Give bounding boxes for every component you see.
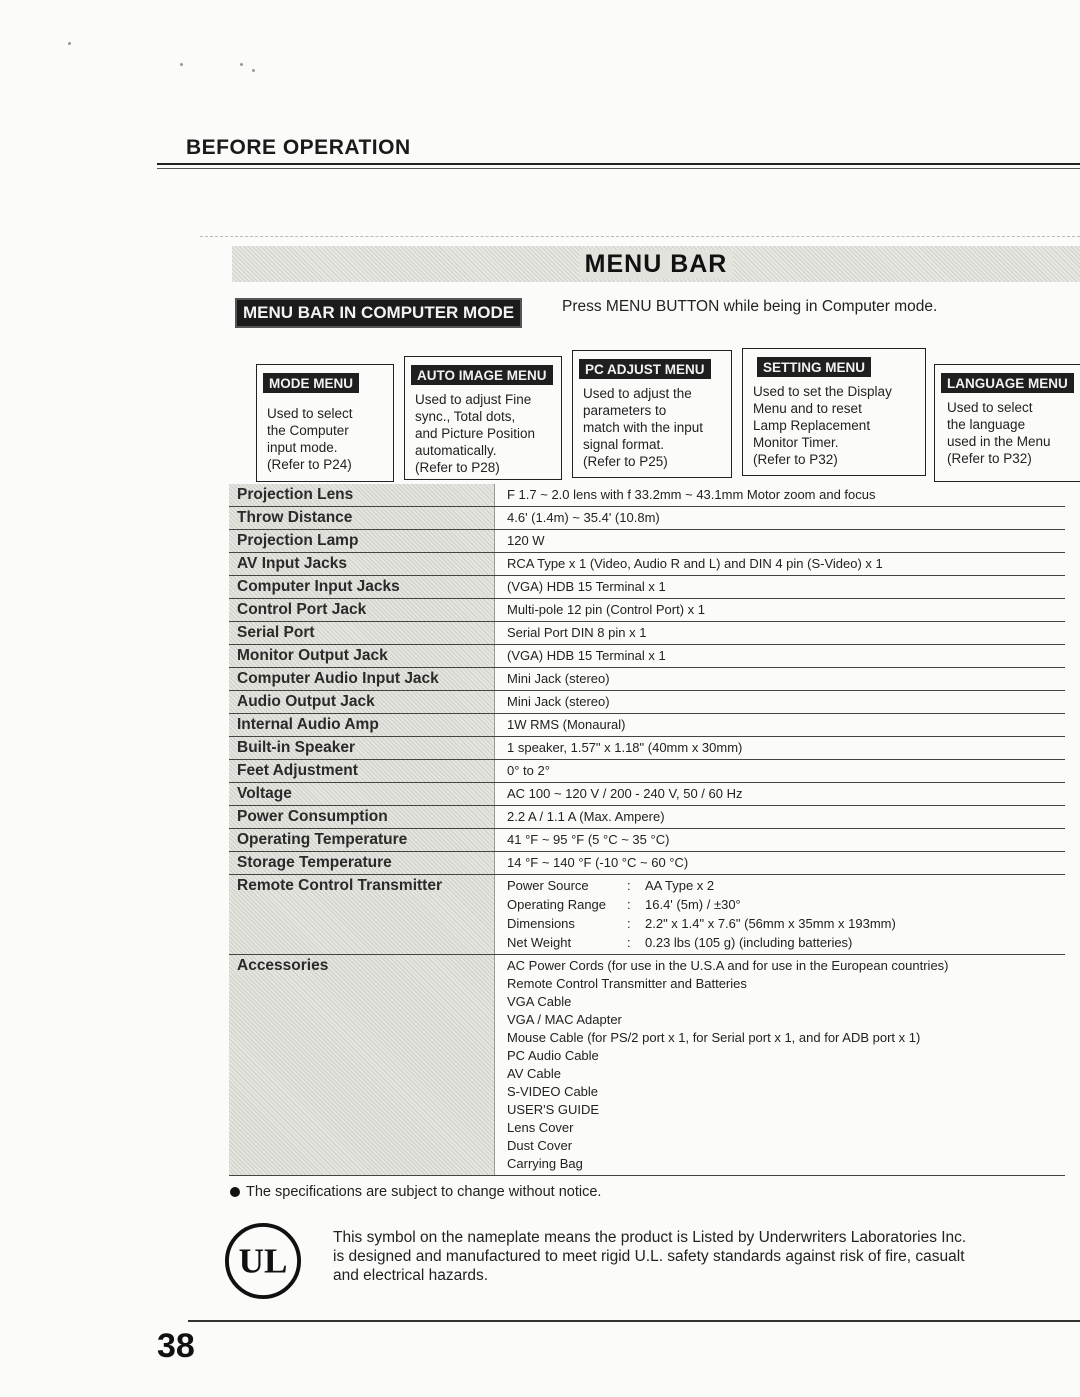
spec-value-line: 2.2 A / 1.1 A (Max. Ampere) — [507, 809, 665, 824]
language-menu-tag: LANGUAGE MENU — [941, 373, 1074, 393]
spec-value — [495, 737, 1065, 759]
ul-logo — [224, 1222, 302, 1300]
accessory-item: AV Cable — [507, 1066, 561, 1081]
table-row — [229, 668, 1065, 691]
remote-spec-value: 2.2" x 1.4" x 7.6" (56mm x 35mm x 193mm) — [645, 916, 896, 931]
spec-label: Power Consumption — [229, 806, 495, 828]
spec-note-text: The specifications are subject to change without notice. — [246, 1184, 602, 1200]
remote-spec-key: Operating Range — [507, 897, 607, 912]
page-number: 38 — [157, 1327, 195, 1365]
spec-value — [495, 599, 1065, 621]
table-row — [229, 599, 1065, 622]
table-row — [229, 806, 1065, 829]
spec-value — [495, 484, 1065, 506]
spec-value — [495, 714, 1065, 736]
spec-value-line: 14 °F ~ 140 °F (-10 °C ~ 60 °C) — [507, 855, 689, 870]
spec-value — [495, 806, 1065, 828]
spec-label: Projection Lens — [229, 484, 495, 506]
pc-adjust-menu-tag: PC ADJUST MENU — [579, 359, 711, 379]
spec-value — [495, 576, 1065, 598]
spec-value-line: 120 W — [507, 533, 545, 548]
table-row — [229, 955, 1065, 1176]
accessory-item: Remote Control Transmitter and Batteries — [507, 976, 747, 991]
table-row — [229, 829, 1065, 852]
mode-menu-desc: Used to select the Computer input mode. (Refer to P24) — [267, 406, 353, 472]
spec-label: Feet Adjustment — [229, 760, 495, 782]
spec-label: Control Port Jack — [229, 599, 495, 621]
separator: : — [627, 916, 631, 931]
separator: : — [627, 935, 631, 950]
table-row — [229, 553, 1065, 576]
accessory-item: Carrying Bag — [507, 1156, 583, 1171]
remote-spec-key: Power Source — [507, 878, 589, 893]
separator: : — [627, 878, 631, 893]
table-row — [229, 484, 1065, 507]
spec-value — [495, 691, 1065, 713]
setting-menu-box — [742, 348, 926, 476]
table-row — [229, 622, 1065, 645]
separator: : — [627, 897, 631, 912]
spec-value — [495, 622, 1065, 644]
spec-value-line: Multi-pole 12 pin (Control Port) x 1 — [507, 602, 705, 617]
header-rule — [157, 163, 1080, 165]
accessory-item: S-VIDEO Cable — [507, 1084, 599, 1099]
spec-value — [495, 668, 1065, 690]
spec-label: Storage Temperature — [229, 852, 495, 874]
spec-value-line: 0° to 2° — [507, 763, 550, 778]
spec-value-line: AC 100 ~ 120 V / 200 - 240 V, 50 / 60 Hz — [507, 786, 743, 801]
spec-value-line: 4.6' (1.4m) ~ 35.4' (10.8m) — [507, 510, 660, 525]
ul-description: This symbol on the nameplate means the product is Listed by Underwriters Laboratories Inc. is designed and manufactured to meet rigid U.L. safety standards against risk of fire, casualt and electrical hazards. — [333, 1229, 967, 1284]
table-row — [229, 714, 1065, 737]
spec-value-line: Mini Jack (stereo) — [507, 671, 610, 686]
accessory-item: VGA / MAC Adapter — [507, 1012, 622, 1027]
menu-bar-band — [232, 246, 1080, 282]
remote-spec-value: 16.4' (5m) / ±30° — [645, 897, 741, 912]
table-row — [229, 783, 1065, 806]
accessory-item: USER'S GUIDE — [507, 1102, 600, 1117]
section-title: BEFORE OPERATION — [186, 136, 411, 159]
table-row — [229, 760, 1065, 783]
table-row — [229, 530, 1065, 553]
spec-value-line: 41 °F ~ 95 °F (5 °C ~ 35 °C) — [507, 832, 670, 847]
auto-image-menu-desc: Used to adjust Fine sync., Total dots, and Picture Position automatically. (Refer to P28) — [415, 392, 536, 475]
bullet-icon — [230, 1187, 240, 1197]
spec-label: Computer Audio Input Jack — [229, 668, 495, 690]
spec-label: Computer Input Jacks — [229, 576, 495, 598]
remote-spec-key: Net Weight — [507, 935, 572, 950]
spec-value — [495, 829, 1065, 851]
footer-rule — [188, 1320, 1080, 1322]
accessory-item: PC Audio Cable — [507, 1048, 599, 1063]
specifications-table — [229, 484, 1065, 1176]
table-row — [229, 875, 1065, 955]
spec-label: Audio Output Jack — [229, 691, 495, 713]
scan-mark — [68, 42, 71, 45]
mode-menu-tag: MODE MENU — [263, 373, 359, 393]
scan-mark — [180, 63, 183, 66]
spec-value — [495, 507, 1065, 529]
pc-adjust-menu-box — [572, 350, 732, 478]
spec-value — [495, 852, 1065, 874]
accessory-item: AC Power Cords (for use in the U.S.A and for use in the European countries) — [507, 958, 949, 973]
scan-mark — [252, 69, 255, 72]
spec-value — [495, 760, 1065, 782]
remote-spec-value: 0.23 lbs (105 g) (including batteries) — [645, 935, 853, 950]
table-row — [229, 645, 1065, 668]
spec-label: Throw Distance — [229, 507, 495, 529]
spec-note — [230, 1184, 601, 1200]
mode-menu-box — [256, 364, 394, 482]
spec-value-line: 1 speaker, 1.57" x 1.18" (40mm x 30mm) — [507, 740, 743, 755]
language-menu-box — [934, 364, 1080, 482]
table-row — [229, 576, 1065, 599]
spec-label: Built-in Speaker — [229, 737, 495, 759]
table-row — [229, 507, 1065, 530]
spec-label: Accessories — [229, 955, 495, 1175]
spec-value — [495, 530, 1065, 552]
header-rule-thin — [157, 168, 1080, 169]
spec-value — [495, 783, 1065, 805]
accessory-item: Lens Cover — [507, 1120, 574, 1135]
spec-label: AV Input Jacks — [229, 553, 495, 575]
spec-value — [495, 645, 1065, 667]
table-row — [229, 691, 1065, 714]
spec-value-line: F 1.7 ~ 2.0 lens with f 33.2mm ~ 43.1mm Motor zoom and focus — [507, 487, 876, 502]
spec-value-line: Mini Jack (stereo) — [507, 694, 610, 709]
auto-image-menu-tag: AUTO IMAGE MENU — [411, 365, 553, 385]
setting-menu-tag: SETTING MENU — [757, 357, 871, 377]
spec-label: Operating Temperature — [229, 829, 495, 851]
table-row — [229, 737, 1065, 760]
setting-menu-desc: Used to set the Display Menu and to reset Lamp Replacement Monitor Timer. (Refer to P32) — [753, 384, 892, 467]
spec-label: Remote Control Transmitter — [229, 875, 495, 954]
spec-value — [495, 955, 1065, 1175]
spec-value-line: (VGA) HDB 15 Terminal x 1 — [507, 648, 666, 663]
ul-logo-text: UL — [238, 1241, 288, 1281]
divider — [200, 236, 1080, 237]
spec-label: Projection Lamp — [229, 530, 495, 552]
spec-label: Monitor Output Jack — [229, 645, 495, 667]
language-menu-desc: Used to select the language used in the Menu (Refer to P32) — [947, 400, 1051, 466]
spec-label: Voltage — [229, 783, 495, 805]
spec-value-line: Serial Port DIN 8 pin x 1 — [507, 625, 647, 640]
auto-image-menu-box — [404, 356, 562, 480]
spec-label: Internal Audio Amp — [229, 714, 495, 736]
menu-bar-title: MENU BAR — [579, 250, 734, 279]
computer-mode-label: MENU BAR IN COMPUTER MODE — [235, 298, 522, 328]
spec-value-line: 1W RMS (Monaural) — [507, 717, 626, 732]
spec-value-line: RCA Type x 1 (Video, Audio R and L) and DIN 4 pin (S-Video) x 1 — [507, 556, 883, 571]
remote-spec-value: AA Type x 2 — [645, 878, 715, 893]
spec-value — [495, 875, 1065, 954]
pc-adjust-menu-desc: Used to adjust the parameters to match with the input signal format. (Refer to P25) — [583, 386, 704, 469]
computer-mode-note: Press MENU BUTTON while being in Computer mode. — [562, 298, 938, 315]
spec-value — [495, 553, 1065, 575]
remote-spec-key: Dimensions — [507, 916, 575, 931]
spec-label: Serial Port — [229, 622, 495, 644]
table-row — [229, 852, 1065, 875]
accessory-item: Dust Cover — [507, 1138, 573, 1153]
accessory-item: VGA Cable — [507, 994, 572, 1009]
accessory-item: Mouse Cable (for PS/2 port x 1, for Serial port x 1, and for ADB port x 1) — [507, 1030, 921, 1045]
spec-value-line: (VGA) HDB 15 Terminal x 1 — [507, 579, 666, 594]
scan-mark — [240, 63, 243, 66]
